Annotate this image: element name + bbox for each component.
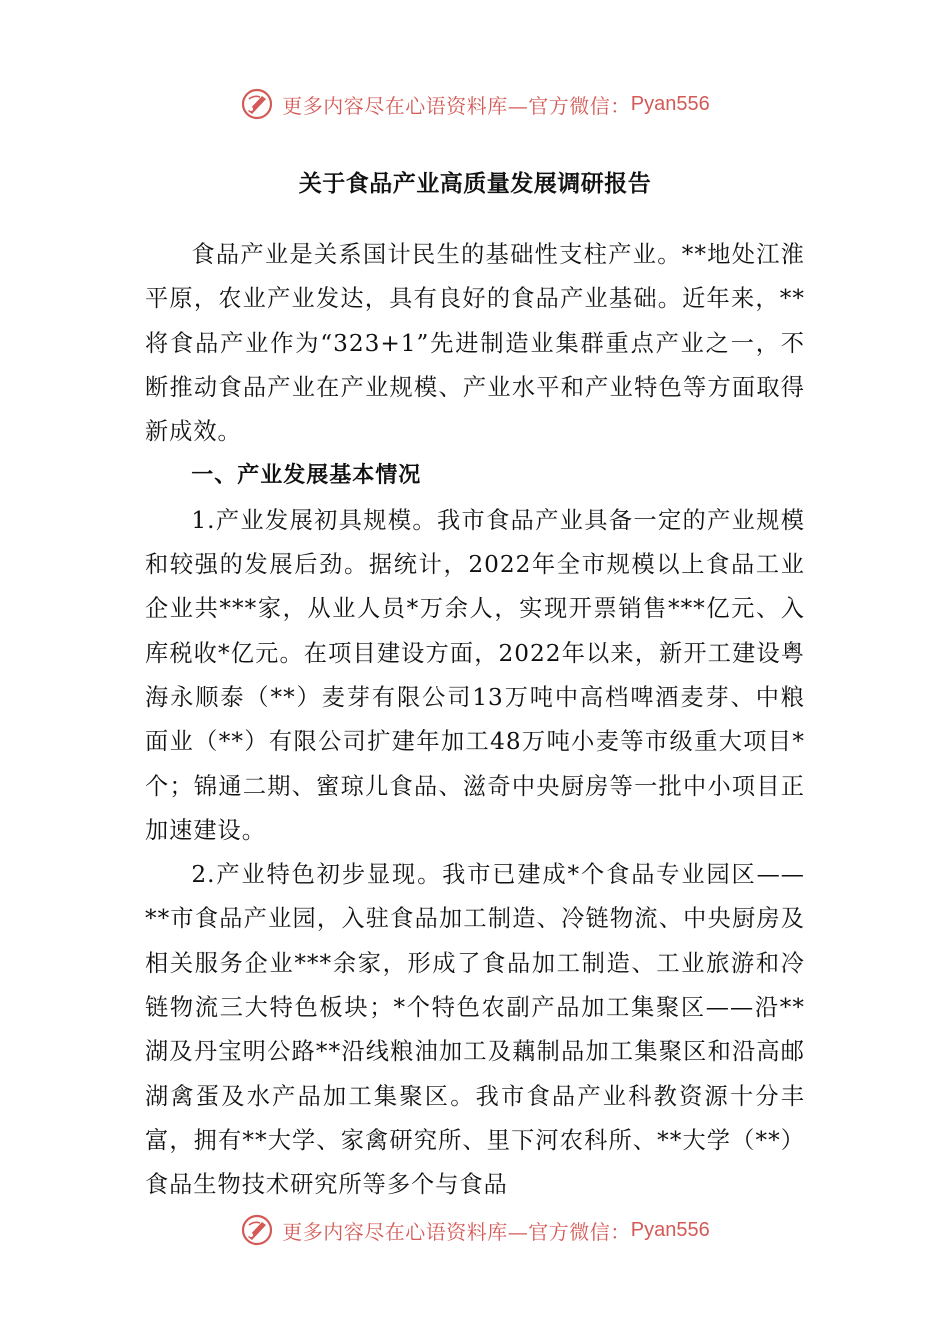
watermark-banner-top [0,82,950,126]
paragraph-scale: 1.产业发展初具规模。我市食品产业具备一定的产业规模和较强的发展后劲。据统计，2022年全市规模以上食品工业企业共***家，从业人员*万余人，实现开票销售***亿元、入库税收*亿元。在项目建设方面，2022年以来，新开工建设粤海永顺泰（**）麦芽有限公司13万吨中高档啤酒麦芽、中粮面业（**）有限公司扩建年加工48万吨小麦等市级重大项目*个；锦通二期、蜜琼儿食品、滋奇中央厨房等一批中小项目正加速建设。 [145,506,805,844]
paragraph-features: 2.产业特色初步显现。我市已建成*个食品专业园区——**市食品产业园，入驻食品加工制造、冷链物流、中央厨房及相关服务企业***余家，形成了食品加工制造、工业旅游和冷链物流三大特色板块；*个特色农副产品加工集聚区——沿**湖及丹宝明公路**沿线粮油加工及藕制品加工集聚区和沿高邮湖禽蛋及水产品加工集聚区。我市食品产业科教资源十分丰富，拥有**大学、家禽研究所、里下河农科所、**大学（**）食品生物技术研究所等多个与食品 [145,861,805,1199]
watermark-logo-icon [240,1213,274,1247]
watermark-banner-bottom [0,1208,950,1252]
intro-paragraph: 食品产业是关系国计民生的基础性支柱产业。**地处江淮平原，农业产业发达，具有良好的食品产业基础。近年来，**将食品产业作为“323+1”先进制造业集群重点产业之一，不断推动食品产业在产业规模、产业水平和产业特色等方面取得新成效。 [145,241,805,446]
watermark-wechat-id: Pyan556 [630,1218,710,1241]
document-body [145,233,805,1208]
watermark-text: 更多内容尽在心语资料库—官方微信： [282,93,631,118]
watermark-wechat-id: Pyan556 [630,92,710,115]
section-heading: 一、产业发展基本情况 [191,463,422,489]
watermark-text: 更多内容尽在心语资料库—官方微信： [282,1219,631,1244]
document-title: 关于食品产业高质量发展调研报告 [298,171,652,197]
watermark-logo-icon [240,87,274,121]
